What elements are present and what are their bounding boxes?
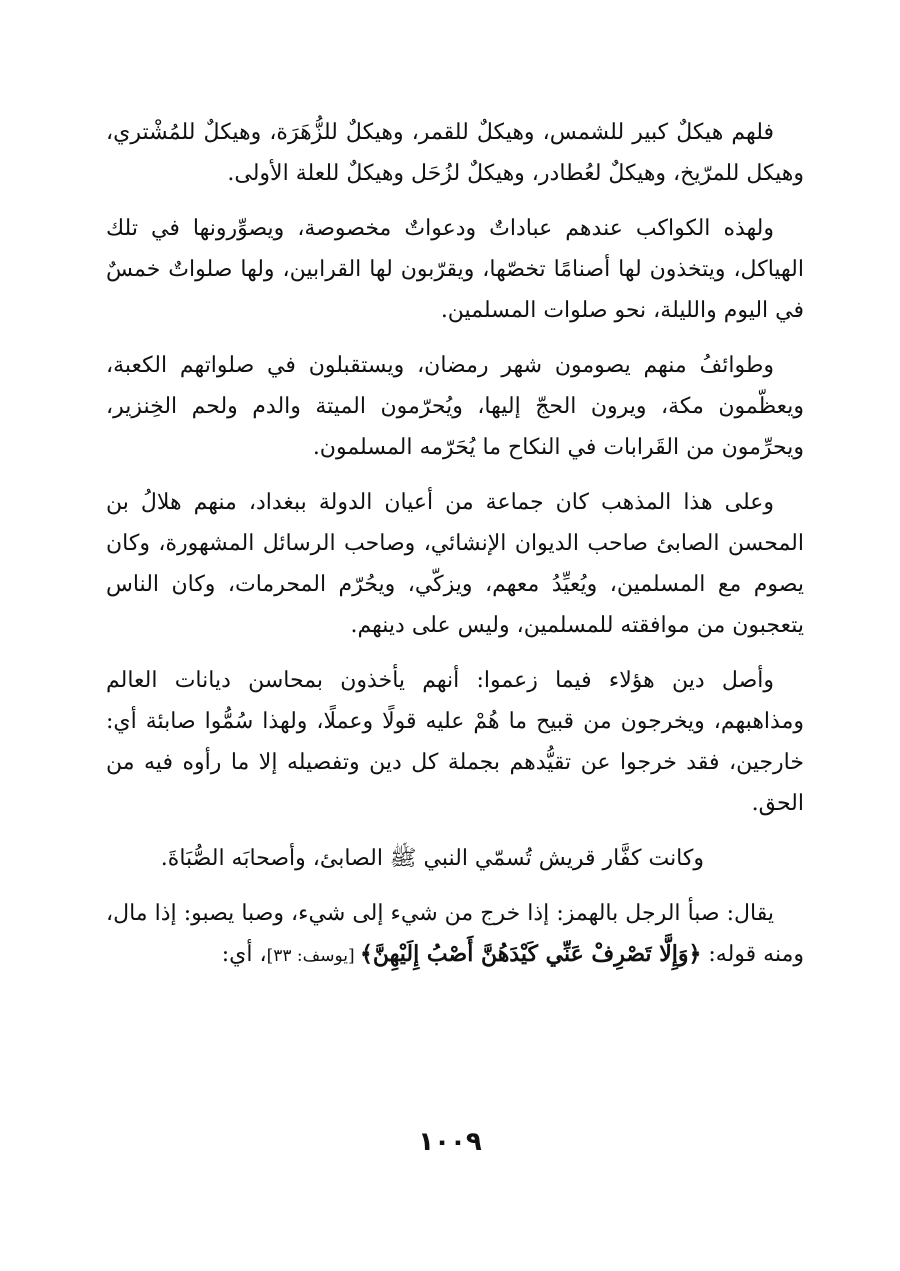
paragraph-fasting: وطوائفُ منهم يصومون شهر رمضان، ويستقبلون في صلواتهم الكعبة، ويعظّمون مكة، ويرون الحجّ إليها، ويُحرّمون الميتة والدم ولحم الخِنزير، ويحرِّمون من القَرابات في النكاح ما يُحَرّمه المسلمون. bbox=[106, 353, 804, 460]
paragraph-origin: وأصل دين هؤلاء فيما زعموا: أنهم يأخذون بمحاسن ديانات العالم ومذاهبهم، ويخرجون من قبيح ما هُمْ عليه قولًا وعملًا، ولهذا سُمُّوا صابئة أي: خارجين، فقد خرجوا عن تقيُّدهم بجملة كل دين وتفصيله إلا ما رأوه فيه من الحق. bbox=[106, 668, 804, 816]
page-body bbox=[106, 112, 804, 991]
paragraph-baghdad: وعلى هذا المذهب كان جماعة من أعيان الدولة ببغداد، منهم هلالُ بن المحسن الصابئ صاحب الديوان الإنشائي، وصاحب الرسائل المشهورة، وكان يصوم مع المسلمين، ويُعيِّدُ معهم، ويزكّي، ويحُرّم المحرمات، وكان الناس يتعجبون من موافقته للمسلمين، وليس على دينهم. bbox=[106, 490, 804, 638]
etymology-text: يقال: صبأ الرجل بالهمز: إذا خرج من شيء إلى شيء، وصبا يصبو: إذا مال، ومنه قوله: bbox=[106, 901, 804, 967]
paragraph-etymology bbox=[106, 893, 804, 977]
paragraph-worship: ولهذه الكواكب عندهم عباداتٌ ودعواتٌ مخصوصة، ويصوِّرونها في تلك الهياكل، ويتخذون لها أصنامًا تخصّها، ويقرّبون لها القرابين، ولها صلواتٌ خمسٌ في اليوم والليلة، نحو صلوات المسلمين. bbox=[106, 216, 804, 323]
verse-reference: [يوسف: ٣٣] bbox=[266, 946, 361, 966]
paragraph-temples: فلهم هيكلٌ كبير للشمس، وهيكلٌ للقمر، وهيكلٌ للزُّهَرَة، وهيكلٌ للمُشْتري، وهيكل للمرّيخ، وهيكلٌ لعُطادر، وهيكلٌ لزُحَل وهيكلٌ للعلة الأولى. bbox=[106, 120, 804, 186]
page-number: ١٠٠٩ bbox=[418, 1127, 482, 1157]
etymology-continuation: ، أي: bbox=[221, 942, 267, 967]
paragraph-quraysh: وكانت كفَّار قريش تُسمّي النبي ﷺ الصابئ، وأصحابَه الصُّبَاةَ. bbox=[160, 846, 704, 871]
quran-verse: ﴿وَإِلَّا تَصْرِفْ عَنِّي كَيْدَهُنَّ أَصْبُ إِلَيْهِنَّ﴾ bbox=[360, 941, 702, 967]
